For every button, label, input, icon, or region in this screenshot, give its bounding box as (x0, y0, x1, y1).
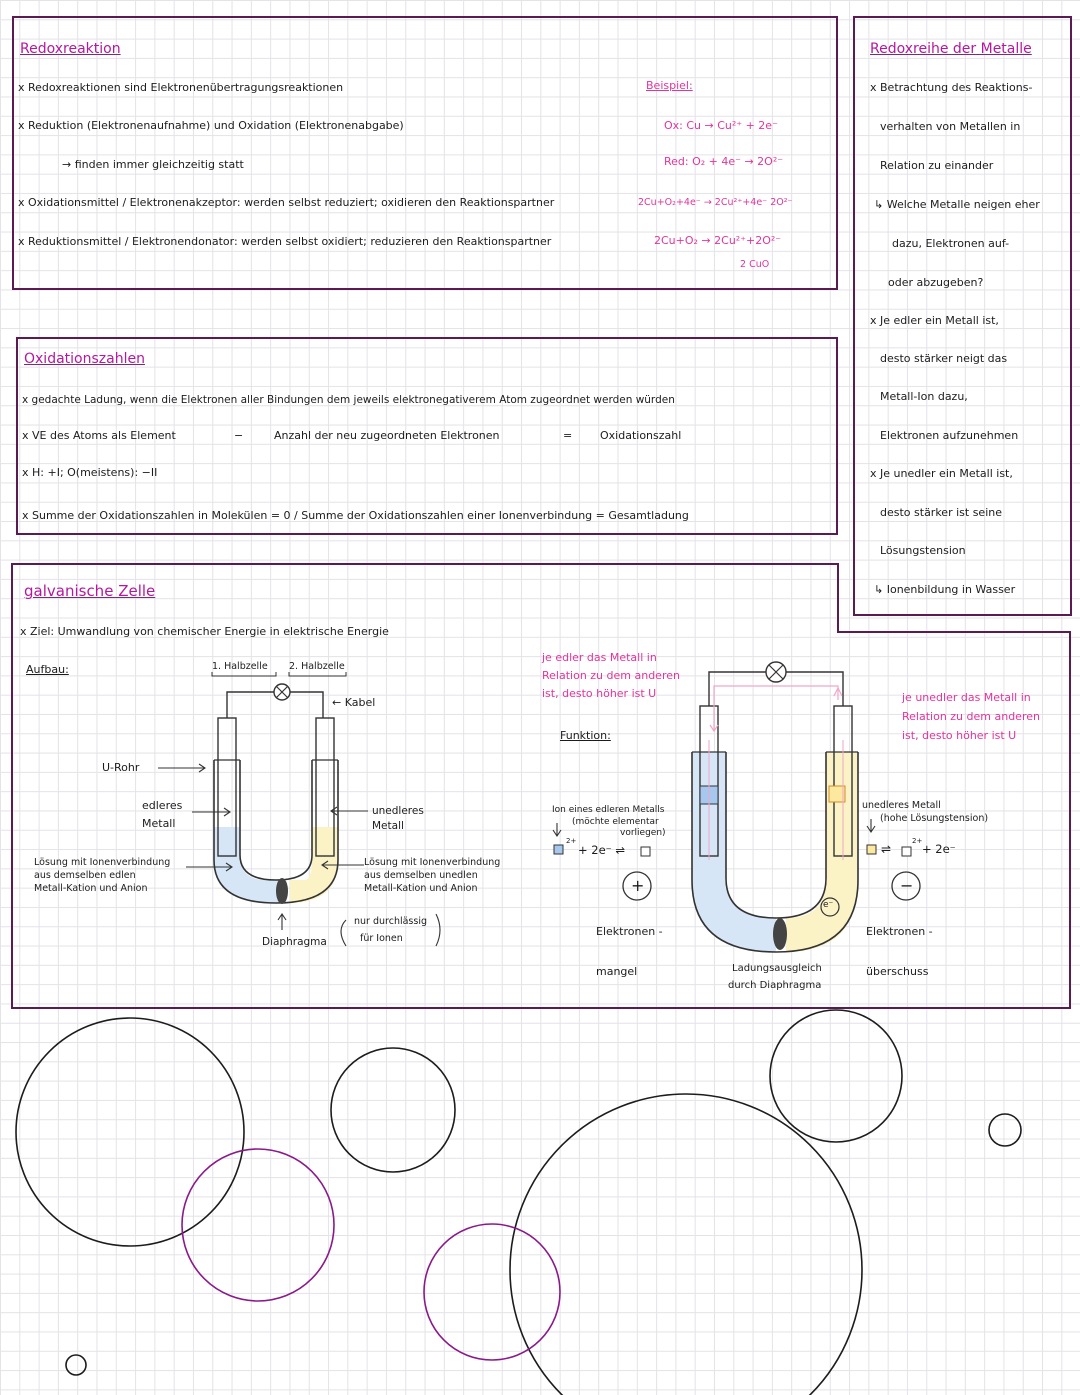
example-ox: Ox: Cu → Cu²⁺ + 2e⁻ (664, 119, 778, 132)
solution-right-2: aus demselben unedlen (364, 870, 478, 881)
solution-right-1: Lösung mit Ionenverbindung (364, 857, 501, 868)
note-right-2: Relation zu dem anderen (902, 710, 1040, 723)
series-line-9: Metall-Ion dazu, (880, 390, 968, 403)
oxidation-line-2b: − (234, 429, 244, 442)
redox-line-1: x Redoxreaktionen sind Elektronenübertragungsreaktionen (18, 81, 344, 94)
oxidation-line-3: x H: +I; O(meistens): −II (22, 466, 158, 479)
example-sum: 2Cu+O₂+4e⁻ → 2Cu²⁺+4e⁻ 2O²⁻ (638, 197, 793, 208)
series-title: Redoxreihe der Metalle (870, 41, 1032, 57)
solution-right-3: Metall-Kation und Anion (364, 883, 478, 894)
redox-line-2: x Reduktion (Elektronenaufnahme) und Oxidation (Elektronenabgabe) (18, 119, 404, 132)
series-line-8: desto stärker neigt das (880, 352, 1008, 365)
reaction-left: + 2e⁻ ⇌ (578, 843, 626, 857)
diaphragm-note-1: nur durchlässig (354, 916, 427, 927)
note-left-3: ist, desto höher ist U (542, 687, 657, 700)
note-right-3: ist, desto höher ist U (902, 729, 1017, 742)
series-line-1: x Betrachtung des Reaktions- (870, 81, 1033, 94)
electron-surplus-2: überschuss (866, 965, 929, 978)
nobler-metal-2: Metall (142, 817, 176, 830)
decorative-circles (16, 1010, 1021, 1395)
series-line-2: verhalten von Metallen in (880, 120, 1021, 133)
series-line-13: Lösungstension (880, 544, 966, 557)
electron-symbol: e⁻ (823, 900, 834, 910)
electrons-right: + 2e⁻ (922, 842, 956, 856)
redox-line-3: → finden immer gleichzeitig statt (62, 158, 244, 171)
ion-nobler-1: Ion eines edleren Metalls (552, 805, 665, 815)
diaphragm-icon (773, 918, 787, 950)
series-line-4: ↳ Welche Metalle neigen eher (874, 198, 1040, 211)
series-line-7: x Je edler ein Metall ist, (870, 314, 999, 327)
solution-left-3: Metall-Kation und Anion (34, 883, 148, 894)
example-result: 2Cu+O₂ → 2Cu²⁺+2O²⁻ (654, 234, 782, 247)
series-line-5: dazu, Elektronen auf- (892, 237, 1010, 250)
series-line-3: Relation zu einander (880, 159, 994, 172)
diaphragm-icon (276, 878, 288, 904)
series-line-12: desto stärker ist seine (880, 506, 1002, 519)
redox-line-5: x Reduktionsmittel / Elektronendonator: werden selbst oxidiert; reduzieren den Reaktionspartner (18, 235, 552, 248)
series-line-14: ↳ Ionenbildung in Wasser (874, 583, 1016, 596)
example-title: Beispiel: (646, 79, 693, 92)
plus-sign: + (631, 876, 645, 895)
example-product: 2 CuO (740, 259, 770, 270)
half-cell-1-label: 1. Halbzelle (212, 661, 268, 672)
less-noble-metal-2: Metall (372, 820, 404, 832)
less-noble-label-1: unedleres Metall (862, 800, 941, 811)
ion-nobler-3: vorliegen) (620, 828, 666, 838)
oxidation-line-2e: Oxidationszahl (600, 429, 682, 442)
charge-balance-2: durch Diaphragma (728, 980, 822, 991)
oxidation-line-1: x gedachte Ladung, wenn die Elektronen aller Bindungen dem jeweils elektronegativerem Atom zugeordnet werden würden (22, 394, 675, 406)
series-line-10: Elektronen aufzunehmen (880, 429, 1019, 442)
galvanic-goal: x Ziel: Umwandlung von chemischer Energie in elektrische Energie (20, 625, 389, 638)
diaphragm-label: Diaphragma (262, 936, 327, 948)
oxidation-line-4: x Summe der Oxidationszahlen in Molekülen = 0 / Summe der Oxidationszahlen einer Ionenverbindung = Gesamtladung (22, 509, 689, 522)
redox-title: Redoxreaktion (20, 41, 121, 57)
reaction-right: ⇌ (881, 842, 892, 856)
cable-label: ← Kabel (332, 696, 376, 709)
note-right-1: je unedler das Metall in (902, 691, 1031, 704)
diaphragm-note-2: für Ionen (360, 933, 403, 944)
solution-left-2: aus demselben edlen (34, 870, 136, 881)
setup-label: Aufbau: (26, 663, 69, 676)
nobler-metal-1: edleres (142, 799, 183, 812)
less-noble-label-2: (hohe Lösungstension) (880, 813, 989, 824)
half-cell-2-label: 2. Halbzelle (289, 661, 345, 672)
electron-deficit-2: mangel (596, 965, 638, 978)
oxidation-line-2c: Anzahl der neu zugeordneten Elektronen (274, 429, 500, 442)
series-line-11: x Je unedler ein Metall ist, (870, 467, 1013, 480)
oxidation-line-2a: x VE des Atoms als Element (22, 429, 176, 442)
ion-charge-right: 2+ (912, 837, 923, 845)
ion-nobler-2: (möchte elementar (572, 817, 659, 827)
u-tube-label: U-Rohr (102, 761, 140, 774)
note-left-1: je edler das Metall in (542, 651, 657, 664)
example-red: Red: O₂ + 4e⁻ → 2O²⁻ (664, 155, 784, 168)
electron-deficit-1: Elektronen - (596, 925, 663, 938)
minus-sign: − (900, 876, 914, 895)
charge-balance-1: Ladungsausgleich (732, 963, 822, 974)
note-left-2: Relation zu dem anderen (542, 669, 680, 682)
oxidation-title: Oxidationszahlen (24, 351, 145, 367)
ion-charge-left: 2+ (566, 837, 577, 845)
redox-box (12, 16, 838, 290)
less-noble-metal-1: unedleres (372, 805, 424, 817)
series-line-6: oder abzugeben? (888, 276, 984, 289)
solution-left-1: Lösung mit Ionenverbindung (34, 857, 171, 868)
electron-surplus-1: Elektronen - (866, 925, 933, 938)
oxidation-line-2d: = (563, 429, 573, 442)
redox-line-4: x Oxidationsmittel / Elektronenakzeptor: werden selbst reduziert; oxidieren den Reaktionspartner (18, 196, 555, 209)
function-label: Funktion: (560, 729, 611, 742)
galvanic-title: galvanische Zelle (24, 582, 156, 600)
